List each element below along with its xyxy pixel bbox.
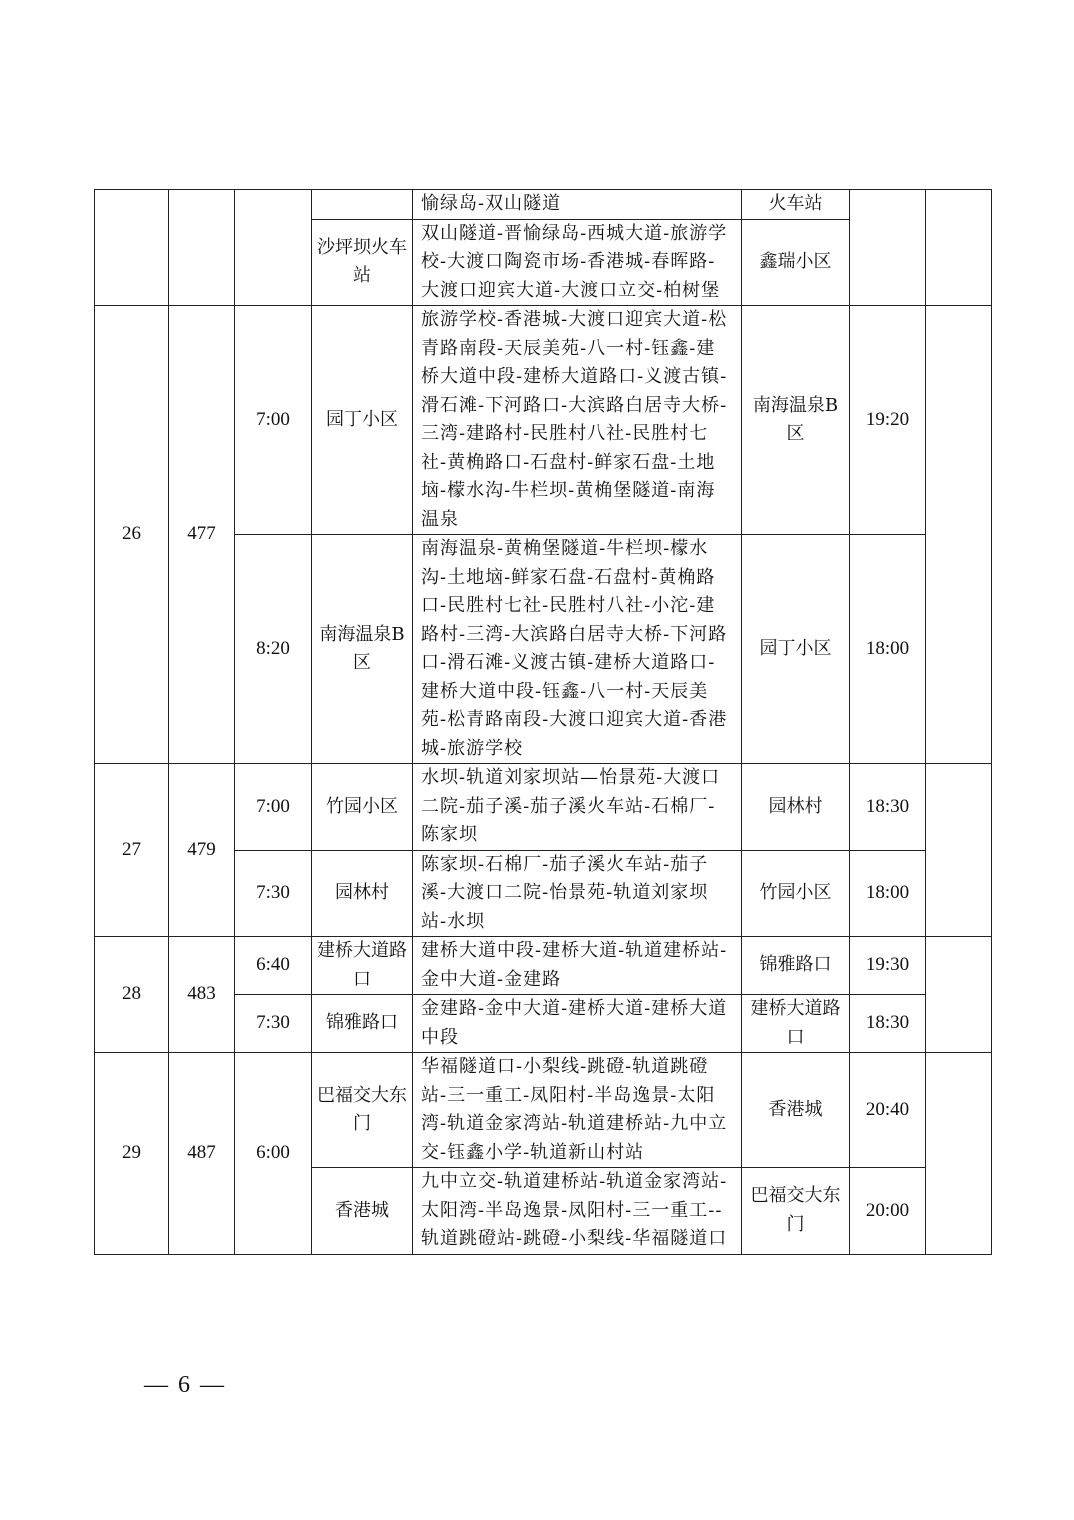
cell-first: 7:30 [235, 995, 312, 1053]
cell-start: 园丁小区 [312, 306, 413, 535]
cell-end: 香港城 [742, 1053, 850, 1168]
cell-line: 477 [169, 306, 235, 764]
cell-first: 7:30 [235, 850, 312, 937]
cell-route: 建桥大道中段-建桥大道-轨道建桥站-金中大道-金建路 [413, 937, 742, 995]
cell-end: 竹园小区 [742, 850, 850, 937]
cell-line: 483 [169, 937, 235, 1053]
cell-route: 水坝-轨道刘家坝站—怡景苑-大渡口二院-茄子溪-茄子溪火车站-石棉厂-陈家坝 [413, 764, 742, 851]
cell-no: 29 [95, 1053, 169, 1255]
cell-note [926, 937, 992, 1053]
cell-end: 巴福交大东门 [742, 1168, 850, 1255]
cell-start: 园林村 [312, 850, 413, 937]
cell-last: 19:30 [850, 937, 926, 995]
cell-route: 愉绿岛-双山隧道 [413, 190, 742, 220]
cell-no: 27 [95, 764, 169, 937]
cell-line: 479 [169, 764, 235, 937]
cell-end: 园丁小区 [742, 535, 850, 764]
cell-start: 巴福交大东门 [312, 1053, 413, 1168]
cell-route: 金建路-金中大道-建桥大道-建桥大道中段 [413, 995, 742, 1053]
cell-end: 南海温泉B 区 [742, 306, 850, 535]
cell-start: 沙坪坝火车站 [312, 219, 413, 306]
cell-last: 19:20 [850, 306, 926, 535]
table-row [95, 306, 992, 535]
cell-end: 园林村 [742, 764, 850, 851]
cell-start: 香港城 [312, 1168, 413, 1255]
table-row [95, 764, 992, 851]
cell-last: 18:00 [850, 850, 926, 937]
cell-note [926, 306, 992, 764]
cell-last: 20:00 [850, 1168, 926, 1255]
cell-start [312, 190, 413, 220]
cell-first [235, 190, 312, 306]
cell-first: 8:20 [235, 535, 312, 764]
cell-note [926, 190, 992, 306]
cell-no: 26 [95, 306, 169, 764]
table-row [95, 1053, 992, 1168]
page-number: — 6 — [144, 1372, 226, 1398]
cell-last: 18:00 [850, 535, 926, 764]
cell-end: 锦雅路口 [742, 937, 850, 995]
cell-start: 建桥大道路口 [312, 937, 413, 995]
cell-end: 鑫瑞小区 [742, 219, 850, 306]
cell-last [850, 190, 926, 306]
cell-first: 6:00 [235, 1053, 312, 1255]
cell-first: 6:40 [235, 937, 312, 995]
cell-start: 南海温泉B 区 [312, 535, 413, 764]
bus-route-table [94, 189, 992, 1255]
cell-last: 20:40 [850, 1053, 926, 1168]
cell-no [95, 190, 169, 306]
cell-no: 28 [95, 937, 169, 1053]
cell-route: 陈家坝-石棉厂-茄子溪火车站-茄子溪-大渡口二院-怡景苑-轨道刘家坝站-水坝 [413, 850, 742, 937]
cell-route: 华福隧道口-小梨线-跳磴-轨道跳磴站-三一重工-凤阳村-半岛逸景-太阳湾-轨道金家湾站-轨道建桥站-九中立交-钰鑫小学-轨道新山村站 [413, 1053, 742, 1168]
cell-route: 旅游学校-香港城-大渡口迎宾大道-松青路南段-天辰美苑-八一村-钰鑫-建桥大道中段-建桥大道路口-义渡古镇-滑石滩-下河路口-大滨路白居寺大桥-三湾-建路村-民胜村八社-民胜村七社-黄桷路口-石盘村-鲜家石盘-土地垴-檬水沟-牛栏坝-黄桷堡隧道-南海温泉 [413, 306, 742, 535]
cell-last: 18:30 [850, 764, 926, 851]
cell-note [926, 764, 992, 937]
cell-route: 南海温泉-黄桷堡隧道-牛栏坝-檬水沟-土地垴-鲜家石盘-石盘村-黄桷路口-民胜村七社-民胜村八社-小沱-建路村-三湾-大滨路白居寺大桥-下河路口-滑石滩-义渡古镇-建桥大道路口-建桥大道中段-钰鑫-八一村-天辰美苑-松青路南段-大渡口迎宾大道-香港城-旅游学校 [413, 535, 742, 764]
cell-start: 竹园小区 [312, 764, 413, 851]
cell-route: 九中立交-轨道建桥站-轨道金家湾站-太阳湾-半岛逸景-凤阳村-三一重工--轨道跳磴站-跳磴-小梨线-华福隧道口 [413, 1168, 742, 1255]
cell-line [169, 190, 235, 306]
cell-route: 双山隧道-晋愉绿岛-西城大道-旅游学校-大渡口陶瓷市场-香港城-春晖路-大渡口迎宾大道-大渡口立交-柏树堡 [413, 219, 742, 306]
cell-end: 建桥大道路口 [742, 995, 850, 1053]
table-row [95, 937, 992, 995]
cell-first: 7:00 [235, 764, 312, 851]
cell-last: 18:30 [850, 995, 926, 1053]
cell-start: 锦雅路口 [312, 995, 413, 1053]
cell-note [926, 1053, 992, 1255]
cell-end: 火车站 [742, 190, 850, 220]
table-row [95, 190, 992, 220]
cell-first: 7:00 [235, 306, 312, 535]
cell-line: 487 [169, 1053, 235, 1255]
